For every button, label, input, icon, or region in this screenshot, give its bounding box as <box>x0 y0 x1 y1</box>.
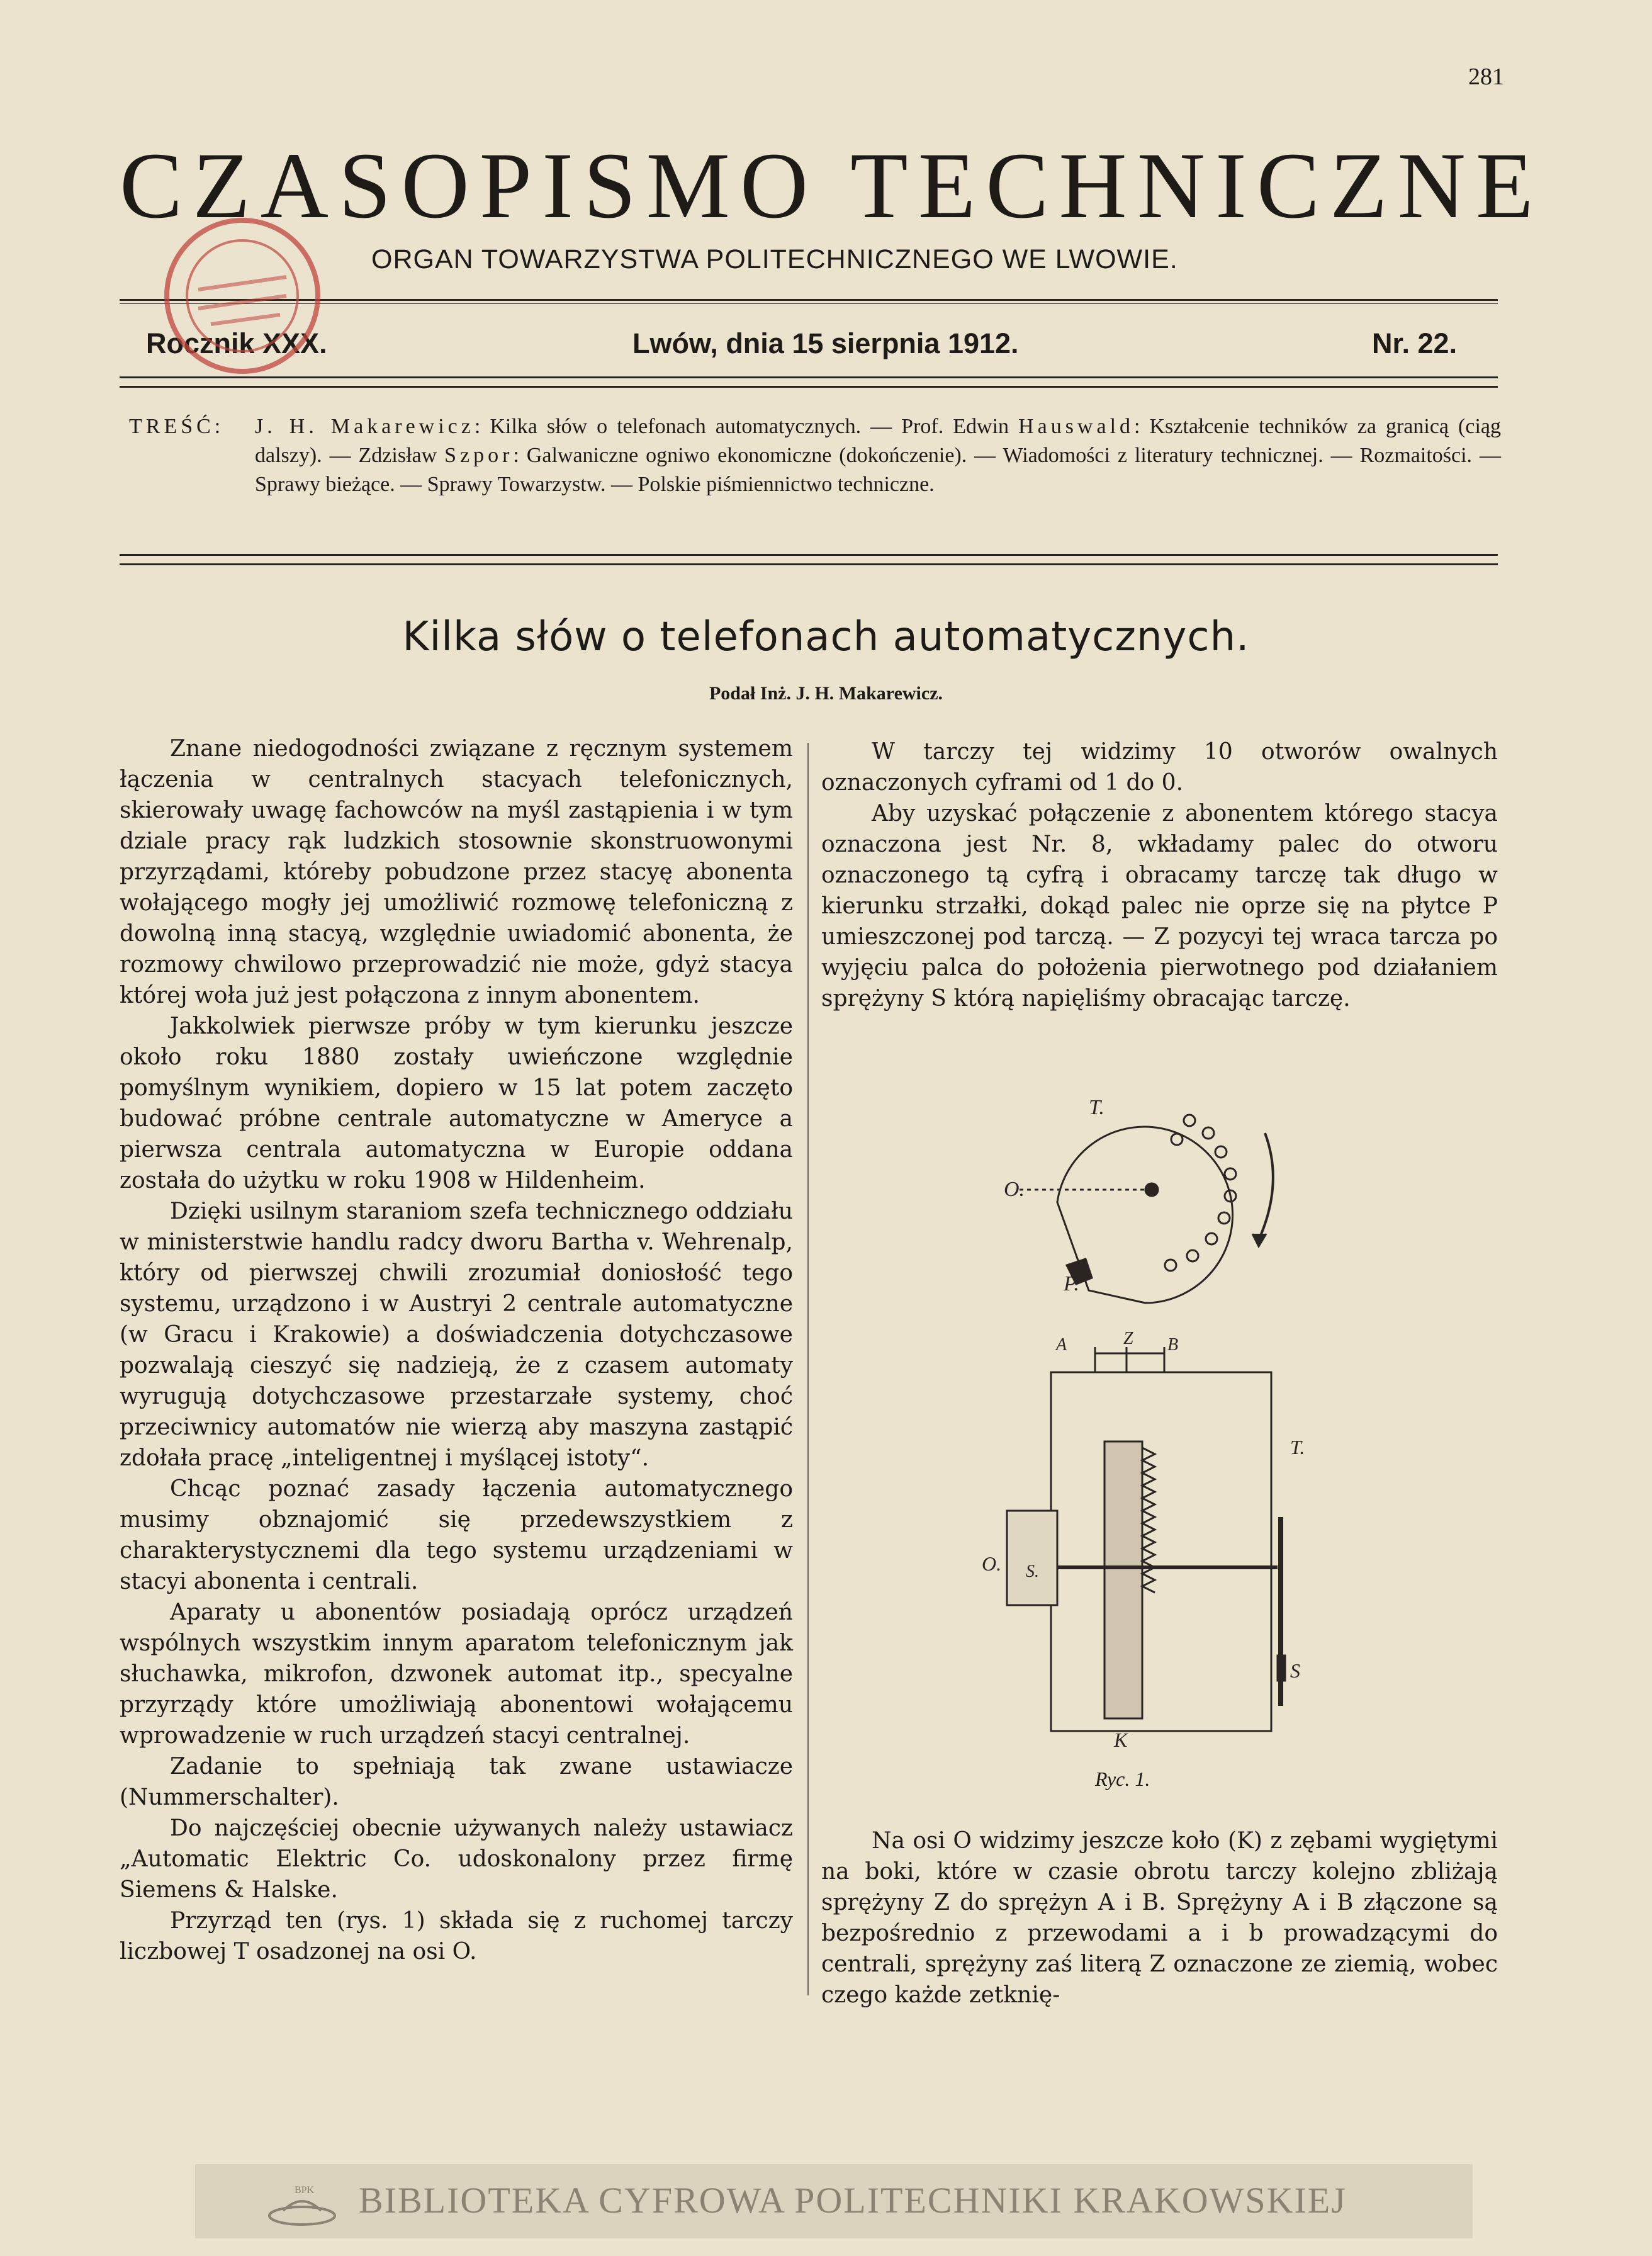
paragraph: Zadanie to spełniają tak zwane ustawiacze (Nummerschalter). <box>120 1754 793 1810</box>
contents-author: Hauswald <box>1018 415 1135 438</box>
contents-author: Szpor <box>444 444 514 467</box>
issue-date: Lwów, dnia 15 sierpnia 1912. <box>632 327 1019 359</box>
figure-rotary-dial <box>982 1076 1334 1788</box>
library-logo-text: BPK <box>295 2185 315 2196</box>
figure-label-O-side: O. <box>982 1552 1002 1575</box>
paragraph: Dzięki usilnym staraniom szefa technicznego oddziału w ministerstwie handlu radcy dworu Bartha v. Wehrenalp, który od pierwszej chwili zrozumiał doniosłość tego systemu, urządzono i w Austryi 2 centrale automatyczne (w Gracu i Krakowie) a doświadczenia dotychczasowe pozwalają cieszyć się nadzieją, że z czasem automaty wyrugują dotychczasowe przestarzałe systemy, choć przeciwnicy automatów nie wierzą aby maszyna zastąpić zdołała pracę „inteligentnej i myślącej istoty“. <box>120 1198 793 1471</box>
library-stamp <box>160 214 324 378</box>
paragraph: Znane niedogodności związane z ręcznym systemem łączenia w centralnych stacyach telefonicznych, skierowały uwagę fachowców na myśl zastąpienia i w tym dziale pracy rąk ludzkich stosownie skonstruowonymi przyrządami, któreby pobudzone przez stacyę abonenta wołającego mogły jej umożliwić rozmowę telefoniczną z dowolną inną stacyą, względnie uwiadomić abonenta, że rozmowy chwilowo przeprowadzić nie może, gdyż stacya której woła już jest połączona z innym abonentem. <box>120 736 793 1008</box>
figure-label-B: B <box>1167 1335 1179 1355</box>
issue-number: Nr. 22. <box>1372 327 1458 359</box>
article-title: Kilka słów o telefonach automatycznych. <box>402 614 1250 660</box>
column-divider <box>807 743 809 1995</box>
paragraph: Do najczęściej obecnie używanych należy ustawiacz „Automatic Elektric Co. udoskonalony przez firmę Siemens & Halske. <box>120 1815 793 1903</box>
figure-label-S: S. <box>1026 1562 1039 1581</box>
header-divider <box>120 299 1498 301</box>
figure-caption: Ryc. 1. <box>1095 1768 1150 1790</box>
journal-title: CZASOPISMO TECHNICZNE <box>120 133 1544 238</box>
header-bottom-rule <box>120 376 1498 388</box>
header-divider-thin <box>120 303 1498 304</box>
figure-label-T: T. <box>1089 1096 1104 1119</box>
dial-top-view <box>1020 1115 1273 1303</box>
paragraph: Jakkolwiek pierwsze próby w tym kierunku jeszcze około roku 1880 zostały uwieńczone względnie pomyślnym wynikiem, dopiero w 15 lat potem zaczęto budować próbne centrale automatyczne w Ameryce a pierwsza centrala automatyczna w Europie oddana została do użytku w roku 1908 w Hildenheim. <box>120 1013 793 1193</box>
contents-author: J. H. Makarewicz <box>255 415 475 438</box>
figure-label-P: P. <box>1064 1272 1079 1295</box>
paragraph: Przyrząd ten (rys. 1) składa się z ruchomej tarczy liczbowej T osadzonej na osi O. <box>120 1908 793 1965</box>
figure-label-Z: Z <box>1123 1329 1133 1348</box>
paragraph: Chcąc poznać zasady łączenia automatycznego musimy obznajomić się przedewszystkiem z charakterystycznemi dla tego systemu urządzeniami w stacyi abonenta i centrali. <box>120 1476 793 1594</box>
figure-label-S2: S <box>1290 1659 1300 1682</box>
paragraph: Aparaty u abonentów posiadają oprócz urządzeń wspólnych wszystkim innym aparatom telefonicznym jak słuchawka, mikrofon, dzwonek automat itp., specyalne przyrządy które umożliwiają abonentowi wołającemu wprowadzenie w ruch urządzeń stacyi centralnej. <box>120 1599 793 1749</box>
figure-label-O: O. <box>1004 1178 1025 1201</box>
article-left-column <box>120 733 793 1967</box>
paragraph: W tarczy tej widzimy 10 otworów owalnych oznaczonych cyframi od 1 do 0. <box>821 739 1498 796</box>
paragraph: Aby uzyskać połączenie z abonentem którego stacya oznaczona jest Nr. 8, wkładamy palec do otworu oznaczonego tą cyfrą i obracamy tarczę tak długo w kierunku strzałki, dokąd palec nie oprze się na płytce P umieszczonej pod tarczą. — Z pozycyi tej wraca tarcza po wyjęciu palca do położenia pierwotnego pod działaniem sprężyny S którą napięliśmy obracając tarczę. <box>821 801 1498 1012</box>
article-right-column-top <box>821 736 1498 1014</box>
article-right-column-bottom <box>821 1825 1498 2011</box>
article-byline: Podał Inż. J. H. Makarewicz. <box>709 683 943 704</box>
page-number: 281 <box>1468 64 1504 90</box>
figure-label-A: A <box>1056 1335 1067 1355</box>
contents-bottom-rule <box>120 554 1498 565</box>
table-of-contents <box>129 412 1501 499</box>
contents-body <box>255 412 1501 499</box>
paragraph: Na osi O widzimy jeszcze koło (K) z zębami wygiętymi na boki, które w czasie obrotu tarczy kolejno zbliżają sprężyny Z do sprężyn A i B. Sprężyny A i B złączone są bezpośrednio z przewodami a i b prowadzącymi do centrali, sprężyny zaś literą Z oznaczone ze ziemią, wobec czego każde zetknię- <box>821 1828 1498 2008</box>
dial-side-view <box>1007 1347 1285 1731</box>
footer-watermark: BIBLIOTEKA CYFROWA POLITECHNIKI KRAKOWSKIEJ <box>359 2180 1347 2221</box>
journal-subtitle: ORGAN TOWARZYSTWA POLITECHNICZNEGO WE LWOWIE. <box>371 244 1178 274</box>
contents-item: : Kilka słów o telefonach automatycznych. — Prof. Edwin <box>474 415 1019 438</box>
contents-label: TREŚĆ: <box>129 415 225 438</box>
contents-item: : Galwaniczne ogniwo ekonomiczne (dokończenie). — Wiadomości z literatury technicznej. — Rozmaitości. — Sprawy bieżące. — Sprawy Towarzystw. — Polskie piśmiennictwo techniczne. <box>255 444 1501 496</box>
figure-label-T-side: T. <box>1290 1436 1305 1458</box>
volume-label: Rocznik XXX. <box>146 327 327 359</box>
library-logo-icon <box>264 2179 340 2230</box>
figure-label-K: K <box>1114 1729 1128 1751</box>
contents-item: : Kształcenie techników za granicą (ciąg dalszy). — Zdzisław <box>255 415 1501 467</box>
